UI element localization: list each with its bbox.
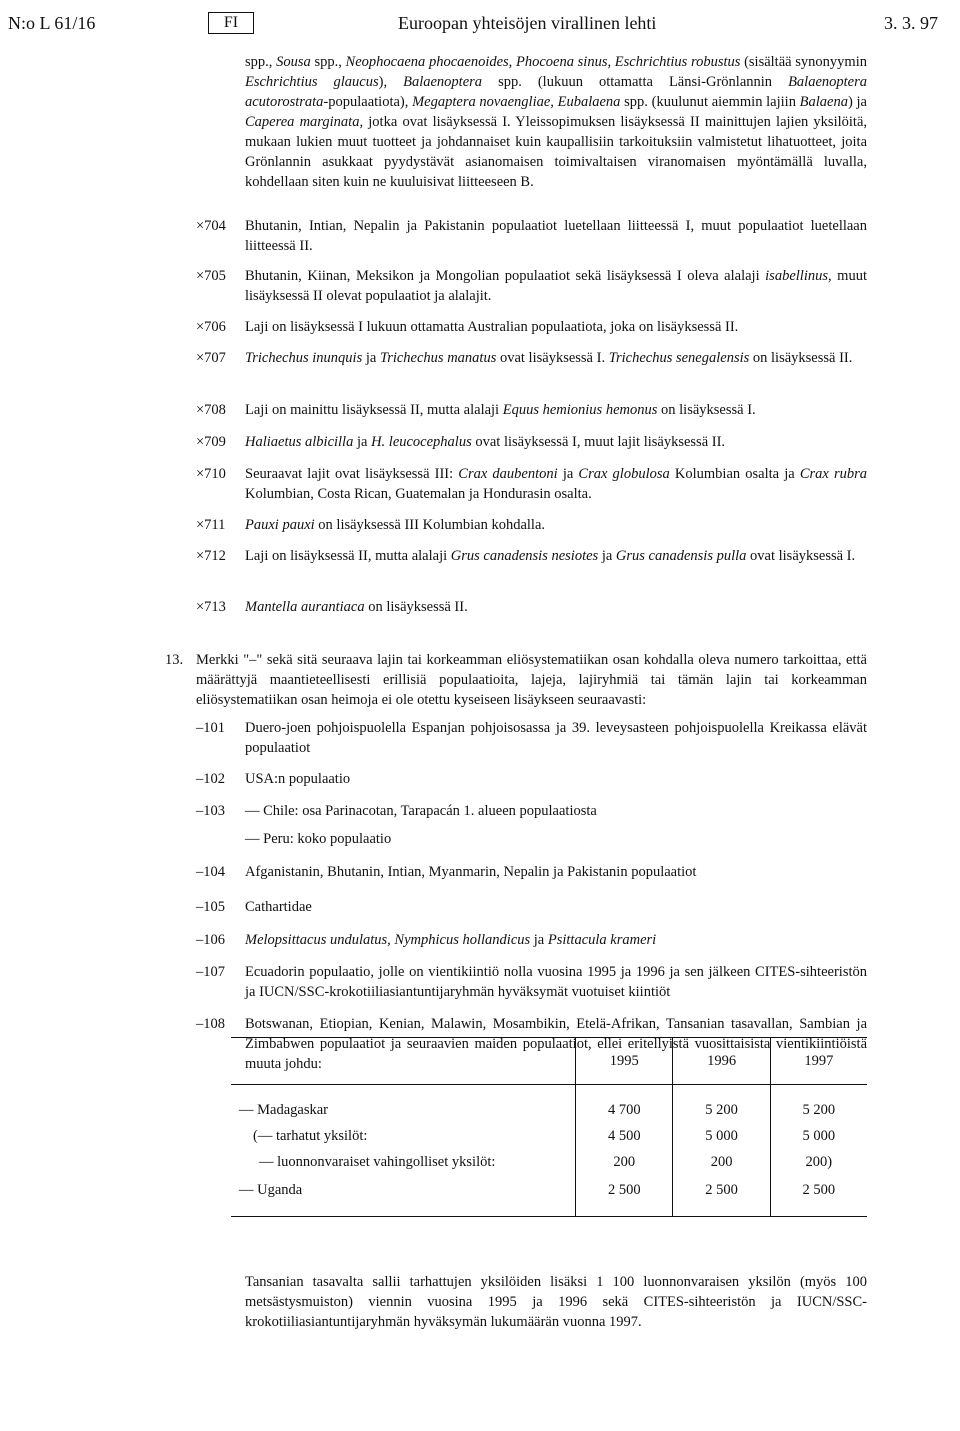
cell-value: 5 000 — [673, 1123, 770, 1149]
journal-title: Euroopan yhteisöjen virallinen lehti — [398, 13, 657, 33]
note-code: ×712 — [196, 548, 226, 564]
cell-value: 2 500 — [673, 1175, 770, 1217]
page-reference: N:o L 61/16 — [8, 13, 96, 33]
note-code: ×704 — [196, 218, 226, 234]
exception-text-line-1: — Chile: osa Parinacotan, Tarapacán 1. alueen populaatiosta — [245, 803, 597, 819]
note-code: ×709 — [196, 434, 226, 450]
section-number: 13. — [165, 652, 184, 668]
row-label: — luonnonvaraiset vahingolliset yksilöt: — [259, 1154, 496, 1170]
cell-value: 200) — [770, 1149, 867, 1175]
intro-paragraph: spp., Sousa spp., Neophocaena phocaenoides, Phocoena sinus, Eschrichtius robustus (sisältää synonyymin Eschrichtius glaucus), Balaenoptera spp. (lukuun ottamatta Länsi-Grönlannin Balaenoptera acutorostrata-populaatiota), Megaptera novaengliae, Eubalaena spp. (kuulunut aiemmin lajiin Balaena) ja Caperea marginata, jotka ovat lisäyksessä I. Yleissopimuksen lisäyksessä II mainittujen lajien yksilöitä, mukaan lukien muut tuotteet ja johdannaiset kuin kaupallisiin tarkoituksiin valmistetut lihatuotteet, joita Grönlannin asukkaat pyydystävät asianomaisen toimivaltaisen viranomaisen myöntämällä luvalla, kohdellaan siten kuin ne kuuluisivat liitteeseen B. — [245, 54, 868, 190]
exception-text-line-2: — Peru: koko populaatio — [245, 831, 392, 847]
table-header-row — [231, 1038, 867, 1085]
note-text: Laji on lisäyksessä II, mutta alalaji Grus canadensis nesiotes ja Grus canadensis pulla ovat lisäyksessä I. — [245, 548, 856, 564]
exception-code: –106 — [196, 932, 225, 948]
cell-value: 5 200 — [770, 1097, 867, 1123]
table-row — [231, 1149, 867, 1175]
exception-code: –104 — [196, 864, 225, 880]
table-header-empty — [231, 1038, 576, 1085]
note-text: Haliaetus albicilla ja H. leucocephalus ovat lisäyksessä I, muut lajit lisäyksessä II. — [245, 434, 726, 450]
exception-code: –108 — [196, 1016, 225, 1032]
exception-code: –101 — [196, 720, 225, 736]
page-header — [8, 8, 938, 38]
note-code: ×713 — [196, 599, 226, 615]
cell-value: 200 — [673, 1149, 770, 1175]
note-text: Seuraavat lajit ovat lisäyksessä III: Crax daubentoni ja Crax globulosa Kolumbian osalta ja Crax rubra Kolumbian, Costa Rican, Guatemalan ja Hondurasin osalta. — [245, 466, 867, 502]
exception-code: –105 — [196, 899, 225, 915]
note-text: Bhutanin, Intian, Nepalin ja Pakistanin populaatiot luetellaan liitteessä I, muut populaatiot luetellaan liitteessä II. — [245, 218, 867, 254]
cell-value: 2 500 — [770, 1175, 867, 1217]
note-text: Laji on lisäyksessä I lukuun ottamatta Australian populaatiota, joka on lisäyksessä II. — [245, 319, 739, 335]
issue-date: 3. 3. 97 — [884, 13, 938, 33]
cell-value: 5 200 — [673, 1097, 770, 1123]
table-row — [231, 1175, 867, 1217]
note-text: Bhutanin, Kiinan, Meksikon ja Mongolian populaatiot sekä lisäyksessä I oleva alalaji isabellinus, muut lisäyksessä II olevat populaatiot ja alalajit. — [245, 268, 867, 304]
table-header-year: 1997 — [770, 1038, 867, 1085]
language-box: FI — [208, 12, 254, 34]
row-label: — Madagaskar — [239, 1102, 328, 1118]
exception-text: Cathartidae — [245, 899, 312, 915]
cell-value: 5 000 — [770, 1123, 867, 1149]
note-code: ×707 — [196, 350, 226, 366]
note-code: ×705 — [196, 268, 226, 284]
note-text: Laji on mainittu lisäyksessä II, mutta alalaji Equus hemionius hemonus on lisäyksessä I. — [245, 402, 756, 418]
note-text: Trichechus inunquis ja Trichechus manatus ovat lisäyksessä I. Trichechus senegalensis on lisäyksessä II. — [245, 350, 853, 366]
exception-text: Afganistanin, Bhutanin, Intian, Myanmarin, Nepalin ja Pakistanin populaatiot — [245, 864, 697, 880]
table-row — [231, 1123, 867, 1149]
export-quota-table — [231, 1037, 867, 1217]
note-code: ×710 — [196, 466, 226, 482]
note-text: Mantella aurantiaca on lisäyksessä II. — [245, 599, 468, 615]
cell-value: 4 700 — [576, 1097, 673, 1123]
table-row — [231, 1097, 867, 1123]
row-label: (— tarhatut yksilöt: — [253, 1128, 368, 1144]
exception-text: Ecuadorin populaatio, jolle on vientikiintiö nolla vuosina 1995 ja 1996 ja sen jälkeen CITES-sihteeristön ja IUCN/SSC-krokotiiliasiantuntijaryhmän hyväksymät vuotuiset kiintiöt — [245, 964, 867, 1000]
note-code: ×711 — [196, 517, 226, 533]
row-label: — Uganda — [231, 1175, 576, 1217]
exception-text: Botswanan, Etiopian, Kenian, Malawin, Mosambikin, Etelä-Afrikan, Tansanian tasavallan, Sambian ja Zimbabwen populaatiot ja seuraavien maiden populaatiot, ellei eritellyistä vuosittaisista vientikiintiöistä muuta johdu: — [245, 1016, 867, 1072]
exception-text: Melopsittacus undulatus, Nymphicus hollandicus ja Psittacula krameri — [245, 932, 657, 948]
note-code: ×708 — [196, 402, 226, 418]
section-text: Merkki "–" sekä sitä seuraava lajin tai korkeamman eliösystematiikan osan kohdalla oleva numero tarkoittaa, että määrättyjä maantieteellisesti erillisiä populaatioita, lajeja, lajiryhmiä tai tämän lajin tai korkeamman eliösystematiikan osan heimoja ei ole otettu kyseiseen lisäykseen seuraavasti: — [196, 652, 867, 708]
cell-value: 200 — [576, 1149, 673, 1175]
exception-code: –102 — [196, 771, 225, 787]
note-code: ×706 — [196, 319, 226, 335]
exception-code: –107 — [196, 964, 225, 980]
exception-text: Duero-joen pohjoispuolella Espanjan pohjoisosassa ja 39. leveysasteen pohjoispuolella Kreikassa elävät populaatiot — [245, 720, 867, 756]
exception-code: –103 — [196, 803, 225, 819]
note-text: Pauxi pauxi on lisäyksessä III Kolumbian kohdalla. — [245, 517, 546, 533]
exception-text: USA:n populaatio — [245, 771, 351, 787]
cell-value: 2 500 — [576, 1175, 673, 1217]
table-header-year: 1996 — [673, 1038, 770, 1085]
cell-value: 4 500 — [576, 1123, 673, 1149]
table-header-year: 1995 — [576, 1038, 673, 1085]
tanzania-note: Tansanian tasavalta sallii tarhattujen yksilöiden lisäksi 1 100 luonnonvaraisen yksilön (myös 100 metsästysmuiston) viennin vuosina 1995 ja 1996 sekä CITES-sihteeristön ja IUCN/SSC-krokotiiliasiantuntijaryhmän hyväksymän lukumäärän vuonna 1997. — [245, 1274, 867, 1330]
